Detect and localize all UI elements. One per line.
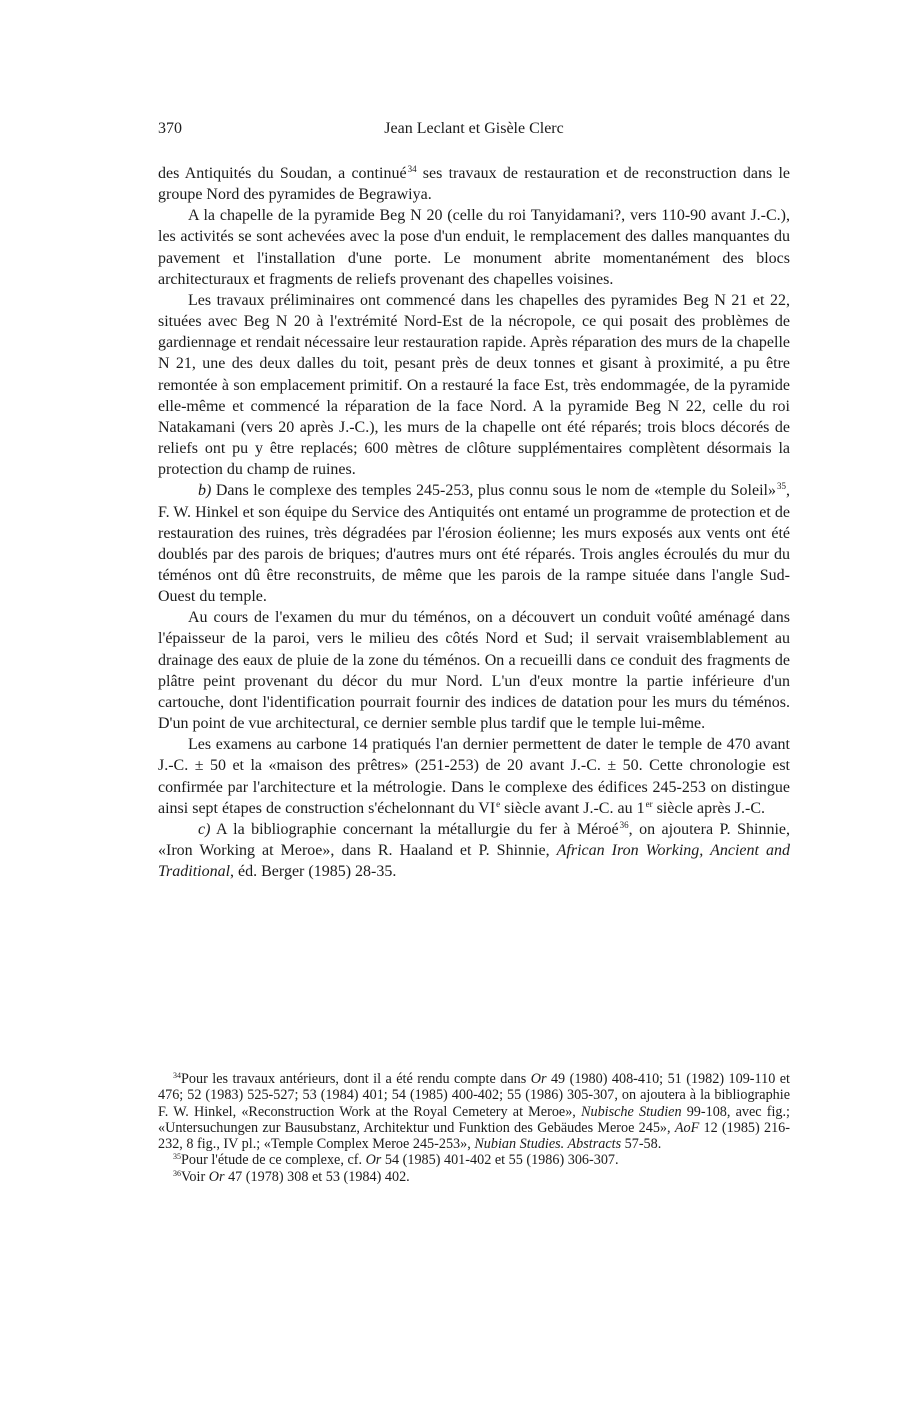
footnote-34: [158, 1071, 790, 1152]
page-header: [158, 118, 790, 140]
text-run: 49 (1980) 408-410; 51 (1982) 109-110 et 476; 52 (1983) 525-527; 53 (1984) 401; 54 (1985) 400-402; 55 (1986) 305-307, on ajoutera à la bibliographie F. W. Hinkel, «Reconstruction Work at the Royal Cemetery at Meroe»,: [158, 1071, 790, 1120]
paragraph-6: [158, 734, 790, 819]
text-run: Dans le complexe des temples 245-253, plus connu sous le nom de «temple du Soleil»: [211, 482, 776, 500]
footnote-ref-35: 35: [777, 481, 786, 492]
text-run: ses travaux de restauration et de reconstruction dans le groupe Nord des pyramides de Begrawiya.: [158, 165, 791, 204]
text-run: , on ajoutera P. Shinnie, «Iron Working at Meroe», dans R. Haaland et P. Shinnie,: [158, 820, 790, 859]
journal-abbrev: Or: [530, 1071, 547, 1087]
footnotes: [158, 1071, 790, 1185]
paragraph-4: [158, 480, 790, 607]
text-run: Voir: [181, 1168, 209, 1185]
paragraph-3: Les travaux préliminaires ont commencé dans les chapelles des pyramides Beg N 21 et 22, situées avec Beg N 20 à l'extrémité Nord-Est de la nécropole, ce qui posait des problèmes de gardiennage et rendait nécessaire leur restauration rapide. Après réparation des murs de la chapelle N 21, une des deux dalles du toit, pesant près de deux tonnes et gisant à proximité, a pu être remontée à son emplacement primitif. On a restauré la face Est, très endommagée, de la pyramide elle-même et commencé la réparation de la face Nord. A la pyramide Beg N 22, celle du roi Natakamani (vers 20 après J.-C.), les murs de la chapelle ont été réparés; trois blocs décorés de reliefs ont pu y être replacés; 600 mètres de clôture supplémentaires complètent désormais la protection du champ de ruines.: [158, 291, 790, 479]
journal-title: Nubische Studien: [581, 1103, 682, 1120]
text-run: 47 (1978) 308 et 53 (1984) 402.: [224, 1168, 410, 1185]
book-title: African Iron Working, Ancient and Traditional: [158, 842, 790, 881]
footnote-36: [158, 1169, 790, 1185]
journal-abbrev: Or: [365, 1152, 382, 1169]
text-run: 57-58.: [621, 1136, 662, 1153]
text-run: , éd. Berger (1985) 28-35.: [230, 863, 397, 881]
paragraph-5: Au cours de l'examen du mur du téménos, on a découvert un conduit voûté aménagé dans l'épaisseur de la paroi, vers le milieu des côtés Nord et Sud; il servait vraisemblablement au drainage des eaux de pluie de la zone du téménos. On a recueilli dans ce conduit des fragments de plâtre peint provenant du décor du mur Nord. L'un d'eux montre la partie inférieure d'un cartouche, dont l'identification pourrait fournir des indices de datation pour les murs du téménos. D'un point de vue architectural, ce dernier semble plus tardif que le temple lui-même.: [158, 609, 790, 733]
superscript: er: [645, 798, 653, 809]
journal-abbrev: Or: [208, 1168, 225, 1185]
text-run: 99-108, avec fig.; «Untersuchungen zur Bausubstanz, Architektur und Funktion des Gebäudes Meroe 245»,: [158, 1103, 790, 1136]
footnote-ref-34: 34: [407, 164, 417, 174]
body-text: [158, 163, 790, 882]
paragraph-1: [158, 163, 790, 205]
running-head: Jean Leclant et Gisèle Clerc: [384, 120, 564, 137]
text-run: A la bibliographie concernant la métallurgie du fer à Méroé: [210, 820, 619, 838]
text-run: 54 (1985) 401-402 et 55 (1986) 306-307.: [381, 1152, 619, 1169]
footnote-number: 36: [173, 1168, 181, 1178]
text-run: siècle avant J.-C. au 1: [500, 799, 645, 817]
text-run: Les examens au carbone 14 pratiqués l'an dernier permettent de dater le temple de 470 avant J.-C. ± 50 et la «maison des prêtres» (251-253) de 20 avant J.-C. ± 50. Cette chronologie est confirmée par l'architecture et la métrologie. Dans le complexe des édifices 245-253 on distingue ainsi sept étapes de construction s'échelonnant du VI: [158, 736, 790, 817]
superscript: e: [496, 798, 501, 809]
section-label-b: b): [198, 482, 212, 500]
paragraph-7: [158, 819, 790, 882]
page-number: 370: [158, 120, 182, 137]
text-run: siècle après J.-C.: [652, 799, 765, 817]
text-run: Pour les travaux antérieurs, dont il a été rendu compte dans: [181, 1071, 531, 1087]
footnote-35: [158, 1152, 790, 1168]
footnote-number: 35: [173, 1152, 181, 1162]
journal-abbrev: AoF: [674, 1119, 700, 1136]
paragraph-2: A la chapelle de la pyramide Beg N 20 (celle du roi Tanyidamani?, vers 110-90 avant J.-C.), les activités se sont achevées avec la pose d'un enduit, le remplacement des dalles manquantes du pavement et l'installation d'une porte. Le monument abrite momentanément des blocs architecturaux et fragments de reliefs provenant des chapelles voisines.: [158, 207, 790, 288]
text-run: des Antiquités du Soudan, a continué: [158, 165, 407, 182]
journal-title: Nubian Studies. Abstracts: [474, 1136, 622, 1153]
text-run: 12 (1985) 216-232, 8 fig., IV pl.; «Temple Complex Meroe 245-253»,: [158, 1119, 790, 1153]
text-run: , F. W. Hinkel et son équipe du Service des Antiquités ont entamé un programme de protection et de restauration des ruines, très dégradées par l'érosion éolienne; les murs exposés aux vents ont été doublés par des parois de briques; d'autres murs ont été réparés. Trois angles écroulés du mur du téménos ont dû être reconstruits, de même que les parois de la rampe située dans l'angle Sud-Ouest du temple.: [158, 482, 790, 606]
text-run: Pour l'étude de ce complexe, cf.: [181, 1152, 366, 1169]
section-label-c: c): [198, 820, 211, 838]
footnote-ref-36: 36: [619, 819, 629, 830]
footnote-number: 34: [173, 1071, 181, 1080]
